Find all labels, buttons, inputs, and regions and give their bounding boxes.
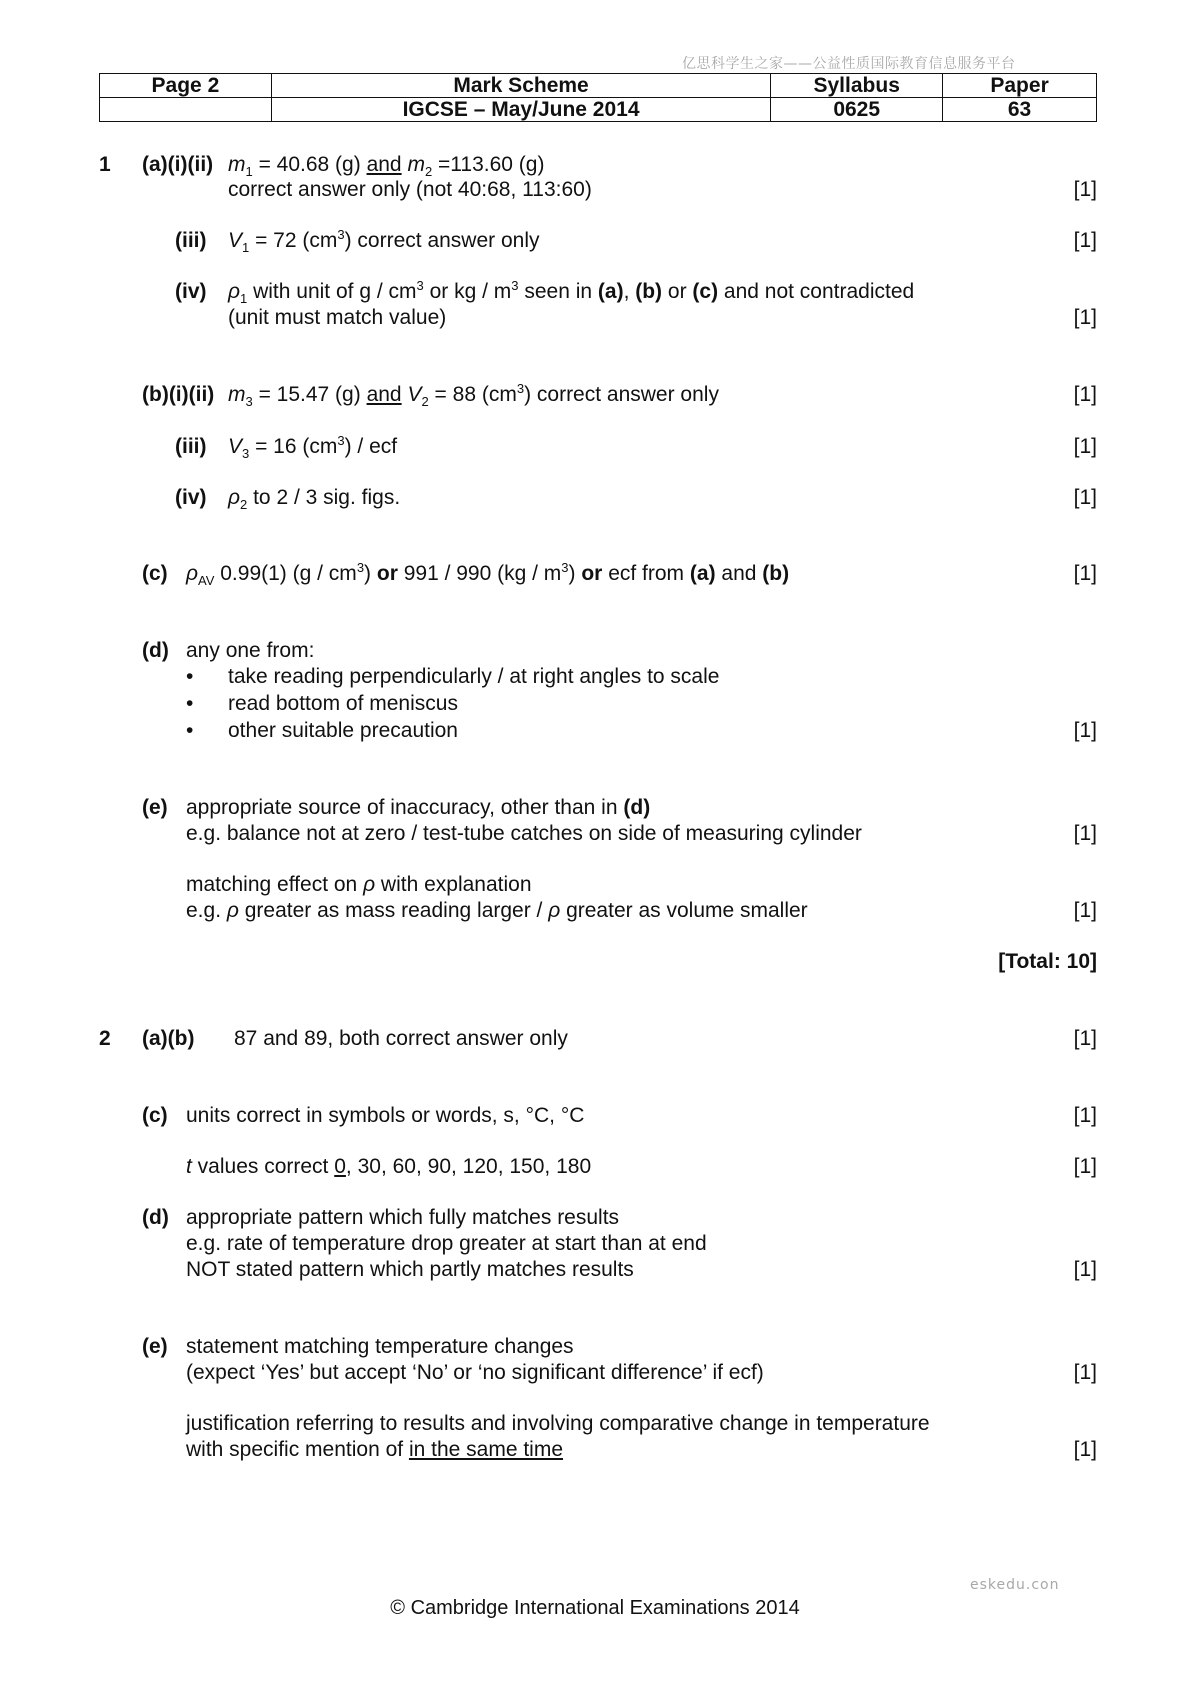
q2-d-line: e.g. rate of temperature drop greater at start than at end (186, 1232, 707, 1255)
header-syllabus-label: Syllabus (771, 74, 943, 98)
q2-e-line4: with specific mention of in the same time (186, 1438, 564, 1461)
q2-d-mark: [1] (1073, 1258, 1097, 1281)
watermark-top: 亿思科学生之家——公益性质国际教育信息服务平台 (682, 56, 1016, 72)
q1-a3-text: $V_1 = 72$ $(cm^3)$ correct answer only (228, 227, 540, 256)
q1-e-line1: appropriate source of inaccuracy, other than in (d) (186, 796, 651, 819)
header-mark-scheme: Mark Scheme (271, 74, 770, 98)
q2-d-line: appropriate pattern which fully matches results (186, 1206, 620, 1229)
q1-d-intro: any one from: (186, 639, 315, 662)
q1-d-mark: [1] (1073, 719, 1097, 742)
q1-e-line3: matching effect on ρ with explanation (186, 873, 532, 896)
q2-c2-mark: [1] (1073, 1155, 1097, 1178)
q1-a-mark: [1] (1073, 178, 1097, 201)
header-syllabus: 0625 (771, 98, 943, 122)
q2-e-line1: statement matching temperature changes (186, 1335, 574, 1358)
question-number-2: 2 (99, 1027, 111, 1050)
q1-b-label: (b)(i)(ii) (142, 383, 215, 406)
bullet-icon: • (186, 665, 194, 688)
q2-ab-text: 87 and 89, both correct answer only (234, 1027, 568, 1050)
q1-e-mark2: [1] (1073, 899, 1097, 922)
q1-c-label: (c) (142, 562, 168, 585)
watermark-bottom: eskedu.con (970, 1577, 1060, 1593)
q1-a4-mark: [1] (1073, 306, 1097, 329)
header-page: Page 2 (100, 74, 272, 98)
q1-b4-text: $\rho_2$ to 2 / 3 sig. figs. (228, 486, 401, 513)
q1-a3-label: (iii) (175, 229, 207, 252)
q1-b4-mark: [1] (1073, 486, 1097, 509)
q2-e-line3: justification referring to results and involving comparative change in temperature (186, 1412, 930, 1435)
q1-e-line4: e.g. ρ greater as mass reading larger / ρ greater as volume smaller (186, 899, 808, 922)
bullet-icon: • (186, 719, 194, 742)
q1-e-label: (e) (142, 796, 168, 819)
q1-a-label: (a)(i)(ii) (142, 153, 214, 176)
q1-d-bullet: other suitable precaution (228, 719, 458, 742)
header-exam: IGCSE – May/June 2014 (271, 98, 770, 122)
q2-c1-mark: [1] (1073, 1104, 1097, 1127)
q2-d-label: (d) (142, 1206, 169, 1229)
header-table (99, 73, 1097, 122)
q2-e-mark2: [1] (1073, 1438, 1097, 1461)
q1-c-text: $\rho_{AV}$ 0.99(1) $(g / cm^3)$ or 991 / 990 $(kg / m^3)$ or ecf from (a) and (b) (186, 560, 790, 589)
q1-b4-label: (iv) (175, 486, 207, 509)
q1-a3-mark: [1] (1073, 229, 1097, 252)
header-paper: 63 (943, 98, 1097, 122)
q2-c-label: (c) (142, 1104, 168, 1127)
q2-e-mark1: [1] (1073, 1361, 1097, 1384)
q1-a4-line2: (unit must match value) (228, 306, 447, 329)
q1-b-mark: [1] (1073, 383, 1097, 406)
q2-e-label: (e) (142, 1335, 168, 1358)
q1-c-mark: [1] (1073, 562, 1097, 585)
q1-total: [Total: 10] (998, 950, 1097, 973)
q1-b3-text: $V_3 = 16$ $(cm^3)$ / ecf (228, 433, 398, 462)
q2-e-line2: (expect ‘Yes’ but accept ‘No’ or ‘no significant difference’ if ecf) (186, 1361, 764, 1384)
q1-a4-line1: $\rho_1$ with unit of g / $cm^3$ or kg / $m^3$ seen in (a), (b) or (c) and not contradicted (228, 278, 915, 307)
header-empty-cell (100, 98, 272, 122)
q2-ab-mark: [1] (1073, 1027, 1097, 1050)
q1-d-label: (d) (142, 639, 169, 662)
q1-a-line2: correct answer only (not 40:68, 113:60) (228, 178, 592, 201)
bullet-icon: • (186, 692, 194, 715)
q1-b-text: $m_3 = 15.47$ (g) and $V_2 = 88$ $(cm^3)$ correct answer only (228, 381, 719, 410)
q1-e-mark1: [1] (1073, 822, 1097, 845)
q1-d-bullet: read bottom of meniscus (228, 692, 458, 715)
q2-c2-text: t values correct 0, 30, 60, 90, 120, 150, 180 (186, 1155, 592, 1178)
q1-b3-label: (iii) (175, 435, 207, 458)
q2-ab-label: (a)(b) (142, 1027, 195, 1050)
q1-b3-mark: [1] (1073, 435, 1097, 458)
q2-d-line: NOT stated pattern which partly matches results (186, 1258, 634, 1281)
q2-c1-text: units correct in symbols or words, s, °C, °C (186, 1104, 585, 1127)
q1-a4-label: (iv) (175, 280, 207, 303)
header-paper-label: Paper (943, 74, 1097, 98)
q1-d-bullet: take reading perpendicularly / at right angles to scale (228, 665, 720, 688)
q1-e-line2: e.g. balance not at zero / test-tube catches on side of measuring cylinder (186, 822, 862, 845)
q1-a-line1: $m_1 = 40.68$ (g) and $m_2 =113.60$ (g) (228, 153, 545, 180)
footer-copyright: © Cambridge International Examinations 2014 (390, 1597, 800, 1619)
question-number-1: 1 (99, 153, 111, 176)
